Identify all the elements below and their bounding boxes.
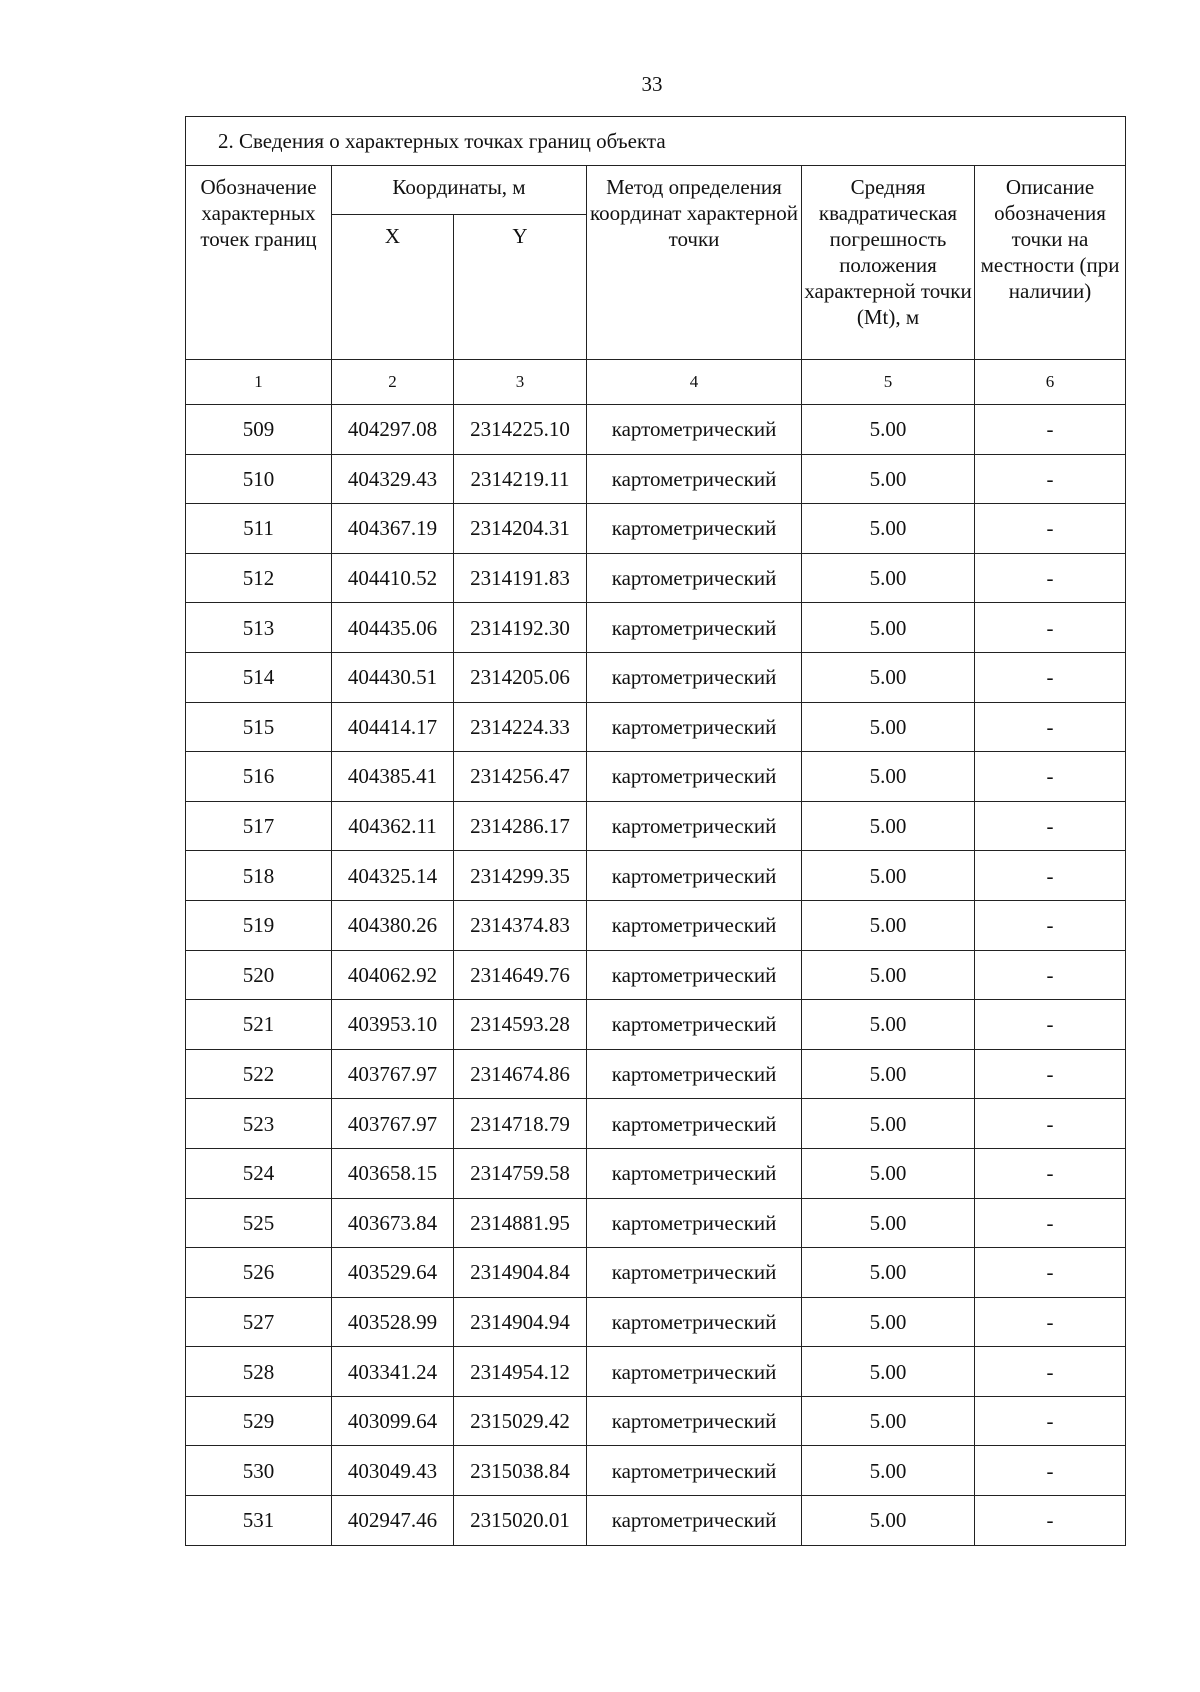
cell-x: 404297.08 [332,405,454,455]
cell-y: 2314649.76 [454,950,587,1000]
table-row [186,1496,1126,1546]
header-error: Средняя квадратическая погрешность положения характерной точки (Mt), м [802,166,975,360]
header-description: Описание обозначения точки на местности (при наличии) [975,166,1126,360]
cell-y: 2314374.83 [454,900,587,950]
cell-point: 511 [186,504,332,554]
cell-method: картометрический [587,1148,802,1198]
column-number: 2 [332,360,454,405]
table-row [186,652,1126,702]
cell-y: 2315038.84 [454,1446,587,1496]
cell-y: 2314256.47 [454,752,587,802]
cell-method: картометрический [587,454,802,504]
table-row [186,1049,1126,1099]
cell-mt: 5.00 [802,405,975,455]
table-row [186,454,1126,504]
cell-mt: 5.00 [802,1148,975,1198]
cell-mt: 5.00 [802,603,975,653]
cell-y: 2314593.28 [454,1000,587,1050]
cell-x: 402947.46 [332,1496,454,1546]
table-row [186,702,1126,752]
cell-method: картометрический [587,851,802,901]
cell-x: 403767.97 [332,1099,454,1149]
cell-mt: 5.00 [802,1396,975,1446]
table-row [186,1000,1126,1050]
cell-mt: 5.00 [802,1198,975,1248]
table-row [186,752,1126,802]
cell-mt: 5.00 [802,504,975,554]
cell-method: картометрический [587,1446,802,1496]
cell-point: 519 [186,900,332,950]
cell-y: 2315020.01 [454,1496,587,1546]
cell-method: картометрический [587,405,802,455]
cell-x: 404430.51 [332,652,454,702]
cell-mt: 5.00 [802,950,975,1000]
cell-x: 404410.52 [332,553,454,603]
cell-mt: 5.00 [802,1248,975,1298]
table-row [186,1297,1126,1347]
cell-mt: 5.00 [802,1446,975,1496]
cell-point: 522 [186,1049,332,1099]
table-row [186,801,1126,851]
cell-description: - [975,553,1126,603]
cell-point: 513 [186,603,332,653]
cell-point: 529 [186,1396,332,1446]
cell-x: 403673.84 [332,1198,454,1248]
cell-method: картометрический [587,801,802,851]
header-x: X [332,215,454,360]
cell-mt: 5.00 [802,801,975,851]
cell-x: 403953.10 [332,1000,454,1050]
cell-point: 531 [186,1496,332,1546]
column-number: 3 [454,360,587,405]
cell-mt: 5.00 [802,1000,975,1050]
table-body [186,117,1126,1546]
cell-description: - [975,1496,1126,1546]
cell-description: - [975,1446,1126,1496]
table-row [186,504,1126,554]
column-number: 1 [186,360,332,405]
cell-x: 404062.92 [332,950,454,1000]
cell-x: 404329.43 [332,454,454,504]
cell-y: 2314219.11 [454,454,587,504]
cell-description: - [975,504,1126,554]
cell-x: 404362.11 [332,801,454,851]
cell-description: - [975,801,1126,851]
cell-x: 403049.43 [332,1446,454,1496]
cell-description: - [975,851,1126,901]
cell-method: картометрический [587,1248,802,1298]
table-row [186,1446,1126,1496]
cell-mt: 5.00 [802,1049,975,1099]
header-coordinates: Координаты, м [332,166,587,215]
cell-method: картометрический [587,504,802,554]
cell-mt: 5.00 [802,1297,975,1347]
cell-description: - [975,652,1126,702]
cell-method: картометрический [587,1297,802,1347]
cell-method: картометрический [587,1496,802,1546]
cell-y: 2314225.10 [454,405,587,455]
cell-description: - [975,1049,1126,1099]
cell-y: 2314674.86 [454,1049,587,1099]
cell-x: 403341.24 [332,1347,454,1397]
table-row [186,851,1126,901]
cell-mt: 5.00 [802,454,975,504]
cell-method: картометрический [587,652,802,702]
table-row [186,603,1126,653]
cell-point: 523 [186,1099,332,1149]
boundary-points-table [185,116,1126,1546]
cell-description: - [975,1396,1126,1446]
cell-point: 517 [186,801,332,851]
cell-y: 2314204.31 [454,504,587,554]
cell-mt: 5.00 [802,1496,975,1546]
cell-description: - [975,603,1126,653]
table-row [186,1248,1126,1298]
cell-point: 530 [186,1446,332,1496]
table-row [186,950,1126,1000]
cell-method: картометрический [587,900,802,950]
cell-point: 520 [186,950,332,1000]
cell-x: 404385.41 [332,752,454,802]
cell-method: картометрический [587,1049,802,1099]
cell-mt: 5.00 [802,900,975,950]
cell-description: - [975,1000,1126,1050]
cell-description: - [975,1248,1126,1298]
cell-point: 528 [186,1347,332,1397]
column-numbers-row [186,360,1126,405]
cell-x: 403767.97 [332,1049,454,1099]
cell-description: - [975,950,1126,1000]
cell-mt: 5.00 [802,752,975,802]
cell-point: 527 [186,1297,332,1347]
column-number: 6 [975,360,1126,405]
cell-y: 2314299.35 [454,851,587,901]
cell-mt: 5.00 [802,702,975,752]
cell-point: 514 [186,652,332,702]
cell-method: картометрический [587,1000,802,1050]
cell-point: 521 [186,1000,332,1050]
cell-mt: 5.00 [802,652,975,702]
cell-y: 2314718.79 [454,1099,587,1149]
cell-y: 2314192.30 [454,603,587,653]
cell-x: 404380.26 [332,900,454,950]
table-row [186,900,1126,950]
table-row [186,1396,1126,1446]
section-title: 2. Сведения о характерных точках границ объекта [186,117,1126,166]
cell-method: картометрический [587,752,802,802]
table-row [186,1198,1126,1248]
page-number: 33 [641,72,663,96]
cell-point: 515 [186,702,332,752]
cell-point: 509 [186,405,332,455]
cell-method: картометрический [587,1099,802,1149]
cell-x: 403099.64 [332,1396,454,1446]
table-row [186,1347,1126,1397]
cell-point: 518 [186,851,332,901]
cell-point: 510 [186,454,332,504]
cell-mt: 5.00 [802,851,975,901]
cell-point: 525 [186,1198,332,1248]
cell-description: - [975,1099,1126,1149]
cell-method: картометрический [587,1396,802,1446]
cell-method: картометрический [587,702,802,752]
cell-method: картометрический [587,950,802,1000]
cell-y: 2314286.17 [454,801,587,851]
cell-y: 2314191.83 [454,553,587,603]
cell-y: 2314954.12 [454,1347,587,1397]
cell-y: 2314881.95 [454,1198,587,1248]
column-number: 4 [587,360,802,405]
cell-method: картометрический [587,1198,802,1248]
cell-description: - [975,1148,1126,1198]
cell-description: - [975,1297,1126,1347]
cell-description: - [975,1347,1126,1397]
cell-y: 2314205.06 [454,652,587,702]
cell-point: 516 [186,752,332,802]
section-title-row [186,117,1126,166]
cell-description: - [975,405,1126,455]
cell-y: 2315029.42 [454,1396,587,1446]
table-row [186,1099,1126,1149]
cell-description: - [975,1198,1126,1248]
cell-mt: 5.00 [802,1099,975,1149]
cell-method: картометрический [587,553,802,603]
cell-x: 404367.19 [332,504,454,554]
cell-description: - [975,702,1126,752]
cell-description: - [975,752,1126,802]
header-method: Метод определения координат характерной точки [587,166,802,360]
cell-point: 512 [186,553,332,603]
cell-x: 403528.99 [332,1297,454,1347]
cell-y: 2314904.94 [454,1297,587,1347]
table-row [186,1148,1126,1198]
cell-x: 404325.14 [332,851,454,901]
cell-method: картометрический [587,1347,802,1397]
cell-y: 2314904.84 [454,1248,587,1298]
cell-x: 403529.64 [332,1248,454,1298]
cell-point: 524 [186,1148,332,1198]
cell-y: 2314224.33 [454,702,587,752]
column-number: 5 [802,360,975,405]
cell-description: - [975,454,1126,504]
cell-x: 404414.17 [332,702,454,752]
header-y: Y [454,215,587,360]
cell-x: 404435.06 [332,603,454,653]
cell-method: картометрический [587,603,802,653]
cell-x: 403658.15 [332,1148,454,1198]
cell-mt: 5.00 [802,1347,975,1397]
header-designation: Обозначение характерных точек границ [186,166,332,360]
cell-point: 526 [186,1248,332,1298]
cell-y: 2314759.58 [454,1148,587,1198]
table-row [186,405,1126,455]
table-row [186,553,1126,603]
header-row [186,166,1126,215]
cell-description: - [975,900,1126,950]
cell-mt: 5.00 [802,553,975,603]
